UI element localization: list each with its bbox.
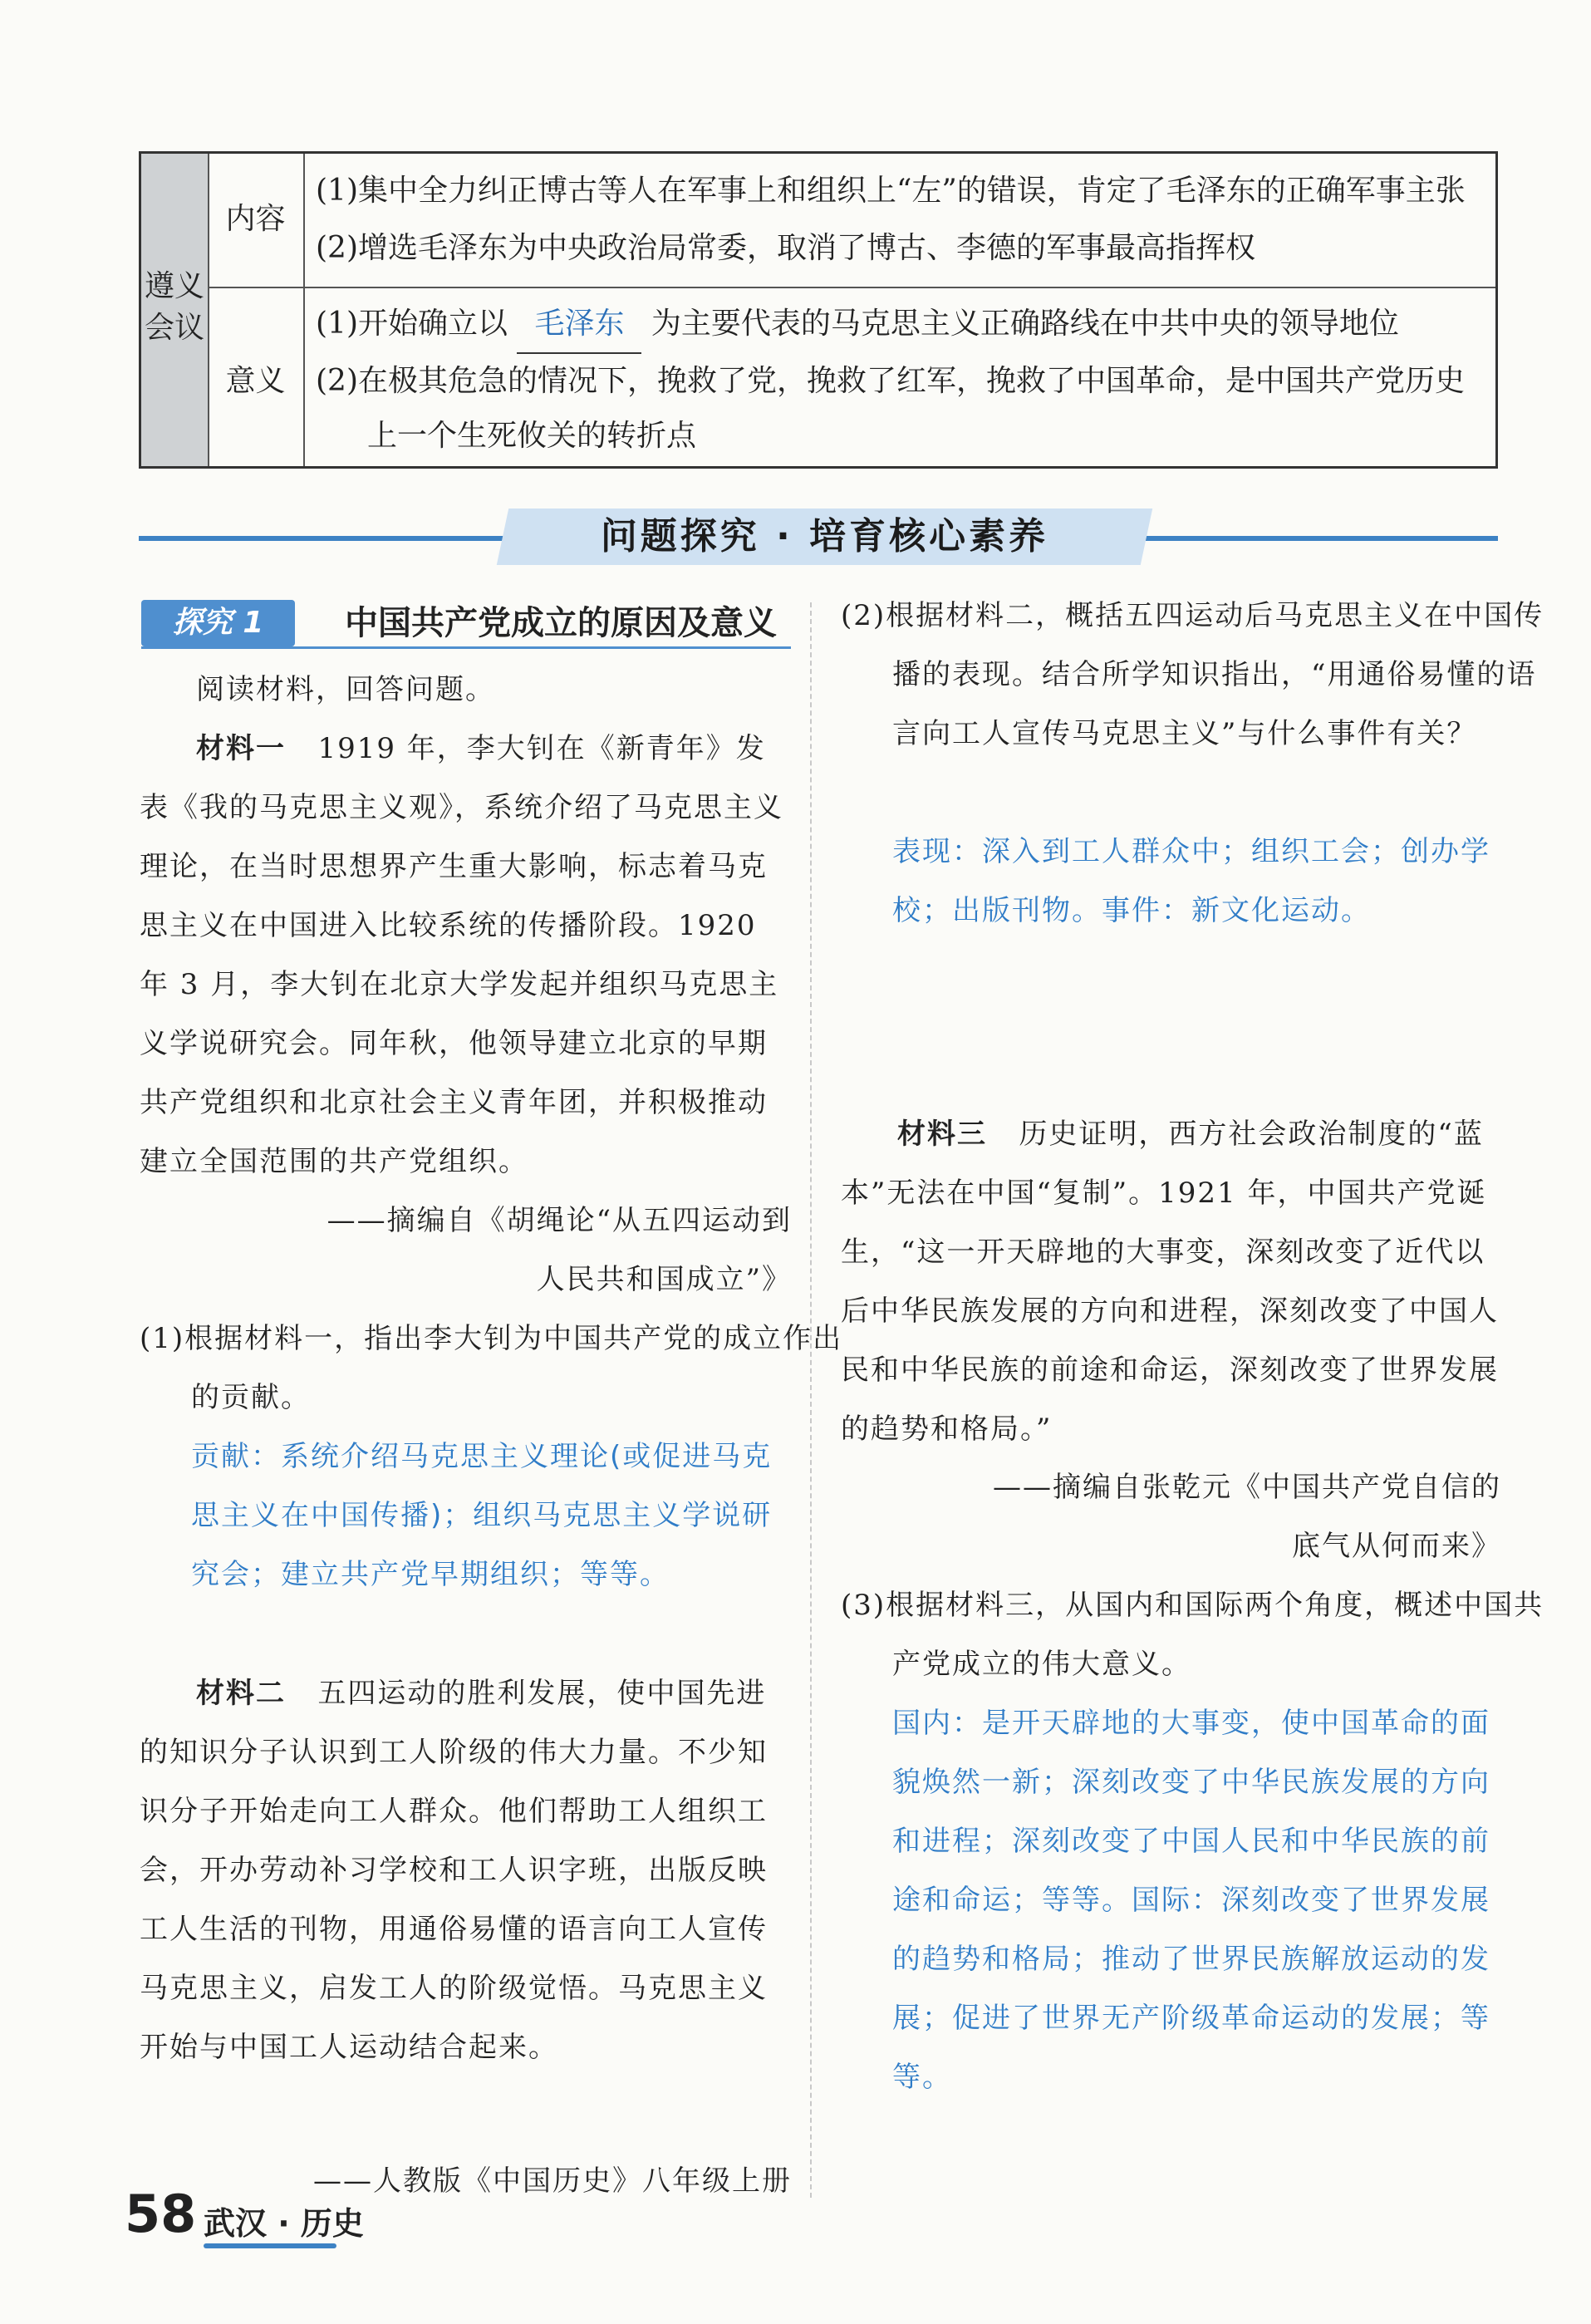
material-3 [841, 1105, 1501, 1459]
event-label: 遵义会议 [145, 269, 205, 345]
material-3-source-1: ——摘编自张乾元《中国共产党自信的 [993, 1471, 1501, 1504]
content-line-1: (1)集中全力纠正博古等人在军事上和组织上“左”的错误，肯定了毛泽东的正确军事主张 [316, 174, 1466, 208]
material-2-text: 五四运动的胜利发展，使中国先进的知识分子认识到工人阶级的伟大力量。不少知识分子开始走向工人群众。他们帮助工人组织工会，开办劳动补习学校和工人识字班，出版反映工人生活的刊物，用通俗易懂的语言向工人宣传马克思主义，启发工人的阶级觉悟。马克思主义开始与中国工人运动结合起来。 [140, 1677, 768, 2064]
material-1-source-1: ——摘编自《胡绳论“从五四运动到 [327, 1204, 792, 1237]
content-line-2: (2)增选毛泽东为中央政治局常委，取消了博古、李德的军事最高指挥权 [316, 231, 1255, 265]
question-1: (1)根据材料一，指出李大钊为中国共产党的成立作出的贡献。 [140, 1322, 843, 1414]
banner-rule-right [1142, 536, 1498, 541]
inquiry-title: 中国共产党成立的原因及意义 [345, 604, 777, 642]
label-column [208, 154, 305, 466]
answer-2: 表现：深入到工人群众中；组织工会；创办学校；出版刊物。事件：新文化运动。 [892, 835, 1490, 927]
answer-3: 国内：是开天辟地的大事变，使中国革命的面貌焕然一新；深刻改变了中华民族发展的方向和进程；深刻改变了中国人民和中华民族的前途和命运；等等。国际：深刻改变了世界发展的趋势和格局；推动了世界民族解放运动的发展；促进了世界无产阶级革命运动的发展；等等。 [892, 1707, 1490, 2094]
answer-1: 贡献：系统介绍马克思主义理论(或促进马克思主义在中国传播)；组织马克思主义学说研究会；建立共产党早期组织；等等。 [191, 1440, 773, 1591]
material-3-label: 材料三 [897, 1118, 987, 1151]
meaning-label: 意义 [225, 364, 286, 398]
intro-text: 阅读材料，回答问题。 [196, 673, 495, 706]
table-divider [208, 287, 1495, 288]
material-2-label: 材料二 [196, 1677, 286, 1710]
material-1 [140, 720, 792, 1191]
material-1-text: 1919 年，李大钊在《新青年》发表《我的马克思主义观》，系统介绍了马克思主义理论，在当时思想界产生重大影响，标志着马克思主义在中国进入比较系统的传播阶段。1920 年 3 月，李大钊在北京大学发起并组织马克思主义学说研究会。同年秋，他领导建立北京的早期共产党组织和北京社会主义青年团，并积极推动建立全国范围的共产党组织。 [140, 732, 783, 1178]
question-2: (2)根据材料二，概括五四运动后马克思主义在中国传播的表现。结合所学知识指出，“用通俗易懂的语言向工人宣传马克思主义”与什么事件有关？ [841, 599, 1544, 750]
content-cell [316, 162, 1485, 277]
banner-rule-left [139, 536, 504, 541]
fill-blank-answer: 毛泽东 [517, 295, 641, 354]
material-2 [140, 1664, 792, 2077]
inquiry-underline [141, 646, 791, 649]
content-label: 内容 [225, 202, 286, 236]
meaning-line-2: (2)在极其危急的情况下，挽救了党，挽救了红军，挽救了中国革命，是中国共产党历史上一个生死攸关的转折点 [316, 364, 1465, 453]
material-2-source: ——人教版《中国历史》八年级上册 [313, 2164, 792, 2198]
meaning-cell [316, 295, 1485, 464]
material-3-source-2: 底气从何而来》 [1292, 1530, 1501, 1563]
material-1-source-2: 人民共和国成立”》 [536, 1263, 792, 1296]
section-title: 问题探究 · 培育核心素养 [600, 515, 1049, 558]
question-3: (3)根据材料三，从国内和国际两个角度，概述中国共产党成立的伟大意义。 [841, 1589, 1544, 1681]
meaning-line-1: (1)开始确立以 毛泽东 为主要代表的马克思主义正确路线在中共中央的领导地位 [316, 295, 1485, 354]
page-number: 58 [125, 2184, 197, 2244]
footer-rule [204, 2243, 336, 2248]
material-1-label: 材料一 [196, 732, 286, 765]
footer-label: 武汉 · 历史 [204, 2205, 364, 2242]
event-cell [141, 154, 209, 466]
material-3-text: 历史证明，西方社会政治制度的“蓝本”无法在中国“复制”。1921 年，中国共产党诞生，“这一开天辟地的大事变，深刻改变了近代以后中华民族发展的方向和进程，深刻改变了中国人民和中华民族的前途和命运，深刻改变了世界发展的趋势和格局。” [841, 1118, 1499, 1446]
summary-table [139, 151, 1498, 469]
inquiry-tag: 探究 1 [141, 600, 295, 646]
